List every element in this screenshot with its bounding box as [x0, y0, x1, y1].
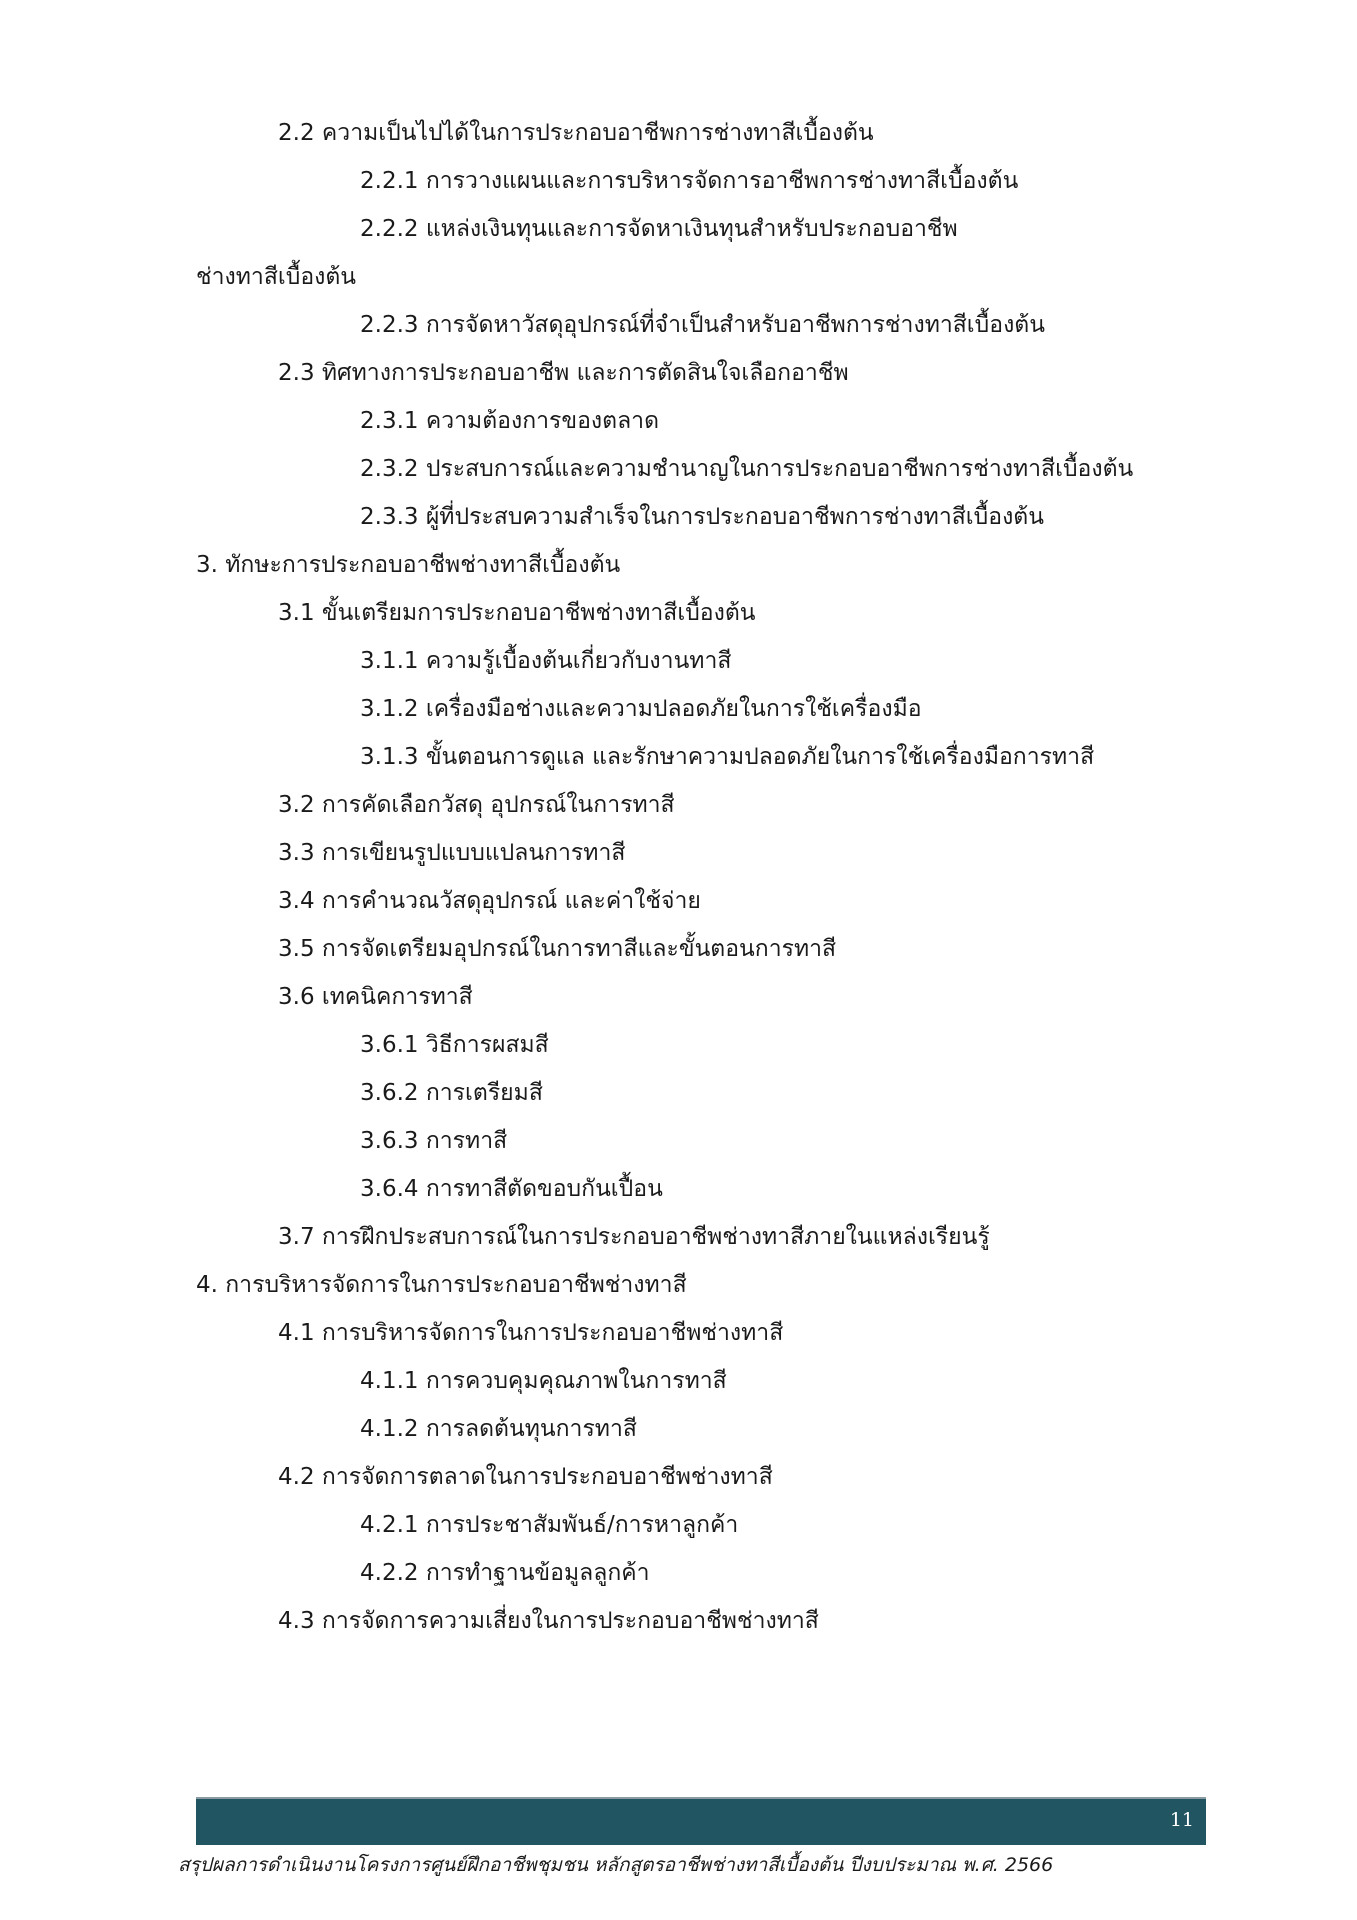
outline-line: 3.6.3 การทาสี — [360, 1128, 508, 1154]
outline-line: 4.1.1 การควบคุมคุณภาพในการทาสี — [360, 1368, 727, 1394]
outline-line: 3.5 การจัดเตรียมอุปกรณ์ในการทาสีและขั้นตอนการทาสี — [278, 936, 837, 962]
outline-line: 3.6.1 วิธีการผสมสี — [360, 1032, 549, 1058]
outline-line: 4.2 การจัดการตลาดในการประกอบอาชีพช่างทาสี — [278, 1464, 773, 1490]
outline-line: 3.6.4 การทาสีตัดขอบกันเปื้อน — [360, 1176, 663, 1202]
outline-line: 2.3.1 ความต้องการของตลาด — [360, 408, 660, 434]
outline-line: 4.2.2 การทำฐานข้อมูลลูกค้า — [360, 1560, 650, 1586]
outline-line: 3.3 การเขียนรูปแบบแปลนการทาสี — [278, 840, 626, 866]
outline-line: 2.3 ทิศทางการประกอบอาชีพ และการตัดสินใจเลือกอาชีพ — [278, 360, 849, 386]
outline-line: ช่างทาสีเบื้องต้น — [196, 264, 357, 290]
outline-line: 3.4 การคำนวณวัสดุอุปกรณ์ และค่าใช้จ่าย — [278, 888, 701, 914]
outline-line: 3.2 การคัดเลือกวัสดุ อุปกรณ์ในการทาสี — [278, 792, 675, 818]
outline-line: 3.7 การฝึกประสบการณ์ในการประกอบอาชีพช่างทาสีภายในแหล่งเรียนรู้ — [278, 1224, 990, 1250]
outline-line: 2.2.1 การวางแผนและการบริหารจัดการอาชีพการช่างทาสีเบื้องต้น — [360, 168, 1019, 194]
outline-line: 4.3 การจัดการความเสี่ยงในการประกอบอาชีพช่างทาสี — [278, 1608, 819, 1634]
outline-line: 2.3.3 ผู้ที่ประสบความสำเร็จในการประกอบอาชีพการช่างทาสีเบื้องต้น — [360, 504, 1044, 530]
outline-line: 3.1.1 ความรู้เบื้องต้นเกี่ยวกับงานทาสี — [360, 648, 732, 674]
footer-bar — [196, 1797, 1206, 1845]
outline-line: 2.2.2 แหล่งเงินทุนและการจัดหาเงินทุนสำหรับประกอบอาชีพ — [360, 216, 958, 242]
footer-caption: สรุปผลการดำเนินงานโครงการศูนย์ฝึกอาชีพชุมชน หลักสูตรอาชีพช่างทาสีเบื้องต้น ปีงบประมาณ พ.ศ. 2566 — [178, 1854, 1054, 1876]
outline-line: 4.1 การบริหารจัดการในการประกอบอาชีพช่างทาสี — [278, 1320, 784, 1346]
outline-line: 3.6 เทคนิคการทาสี — [278, 984, 473, 1010]
page-number: 11 — [1169, 1809, 1194, 1831]
outline-line: 2.3.2 ประสบการณ์และความชำนาญในการประกอบอาชีพการช่างทาสีเบื้องต้น — [360, 456, 1134, 482]
outline-line: 3.6.2 การเตรียมสี — [360, 1080, 543, 1106]
outline-line: 3. ทักษะการประกอบอาชีพช่างทาสีเบื้องต้น — [196, 552, 621, 578]
outline-line: 3.1.2 เครื่องมือช่างและความปลอดภัยในการใช้เครื่องมือ — [360, 696, 922, 722]
outline-line: 4.2.1 การประชาสัมพันธ์/การหาลูกค้า — [360, 1512, 739, 1538]
outline-line: 2.2.3 การจัดหาวัสดุอุปกรณ์ที่จำเป็นสำหรับอาชีพการช่างทาสีเบื้องต้น — [360, 312, 1045, 338]
outline-line: 4.1.2 การลดต้นทุนการทาสี — [360, 1416, 637, 1442]
outline-line: 3.1.3 ขั้นตอนการดูแล และรักษาความปลอดภัยในการใช้เครื่องมือการทาสี — [360, 744, 1095, 770]
outline-line: 2.2 ความเป็นไปได้ในการประกอบอาชีพการช่างทาสีเบื้องต้น — [278, 120, 874, 146]
outline-line: 4. การบริหารจัดการในการประกอบอาชีพช่างทาสี — [196, 1272, 687, 1298]
outline-line: 3.1 ขั้นเตรียมการประกอบอาชีพช่างทาสีเบื้องต้น — [278, 600, 756, 626]
